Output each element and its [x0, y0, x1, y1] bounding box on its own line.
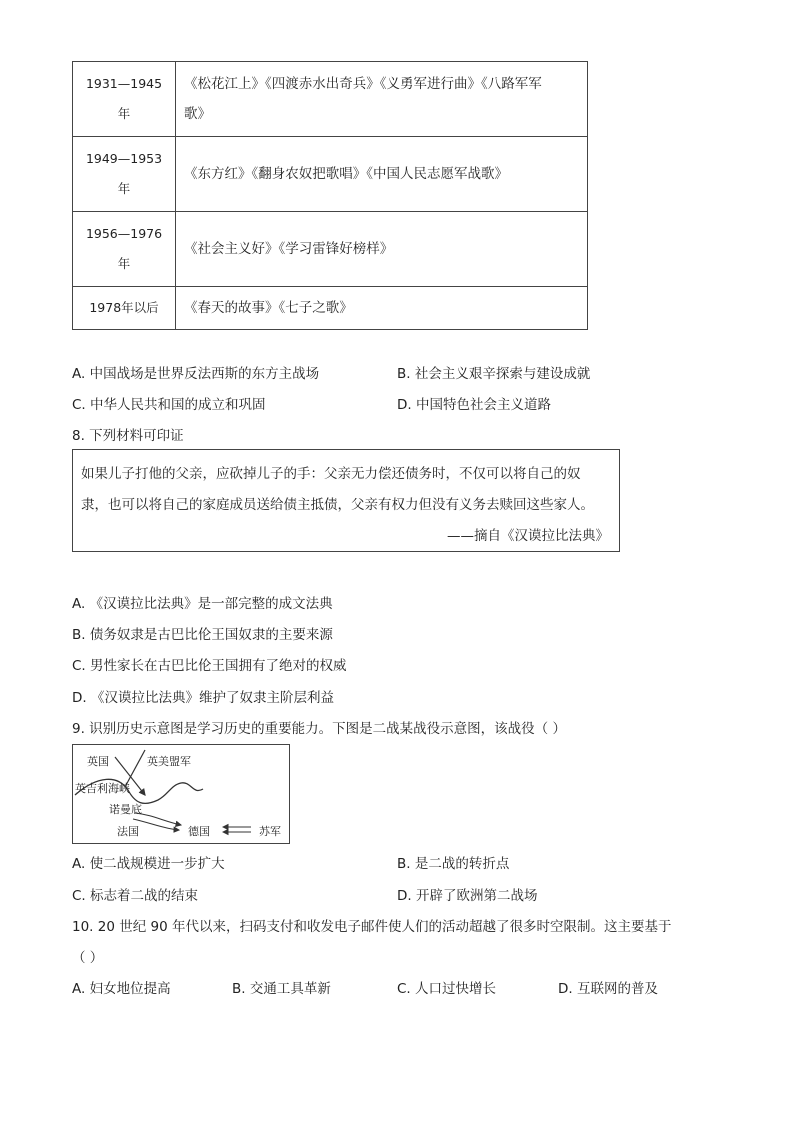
period-cell: [73, 212, 176, 287]
period-cell: [73, 62, 176, 137]
q9-option-b[interactable]: B. 是二战的转折点: [397, 856, 510, 872]
q7-option-a[interactable]: A. 中国战场是世界反法西斯的东方主战场: [72, 366, 320, 382]
songs-cell: [176, 62, 588, 137]
map-label-soviet: 苏军: [259, 825, 281, 838]
songs-cell: [176, 287, 588, 330]
q8-quote-box: [72, 449, 620, 552]
q7-option-d[interactable]: D. 中国特色社会主义道路: [397, 397, 551, 413]
quote-line: 隶，也可以将自己的家庭成员送给债主抵债，父亲有权力但没有义务去赎回这些家人。: [81, 497, 594, 513]
q8-option-a[interactable]: A. 《汉谟拉比法典》是一部完整的成文法典: [72, 596, 333, 612]
table-row: [73, 137, 588, 212]
table-row: [73, 212, 588, 287]
period-text: 年: [117, 256, 131, 271]
q9-stem: 9. 识别历史示意图是学习历史的重要能力。下图是二战某战役示意图，该战役（ ）: [72, 721, 566, 737]
q7-option-c[interactable]: C. 中华人民共和国的成立和巩固: [72, 397, 266, 413]
period-text: 年: [117, 181, 131, 196]
q10-option-a[interactable]: A. 妇女地位提高: [72, 981, 171, 997]
period-cell: [73, 137, 176, 212]
q9-option-a[interactable]: A. 使二战规模进一步扩大: [72, 856, 225, 872]
q8-option-d[interactable]: D. 《汉谟拉比法典》维护了奴隶主阶层利益: [72, 690, 334, 706]
period-text: 1949—1953: [85, 151, 163, 166]
songs-cell: [176, 137, 588, 212]
q8-option-c[interactable]: C. 男性家长在古巴比伦王国拥有了绝对的权威: [72, 658, 347, 674]
q10-option-d[interactable]: D. 互联网的普及: [558, 981, 658, 997]
period-text: 年: [117, 106, 131, 121]
table-row: [73, 62, 588, 137]
map-label-channel: 英吉利海峡: [75, 782, 130, 795]
period-text: 1956—1976: [85, 226, 163, 241]
map-label-uk: 英国: [87, 755, 109, 768]
map-label-normandy: 诺曼底: [109, 803, 142, 816]
map-label-france: 法国: [117, 825, 139, 838]
period-text: 1978年以后: [89, 300, 159, 315]
q10-option-b[interactable]: B. 交通工具革新: [232, 981, 331, 997]
songs-text: 歌》: [184, 106, 211, 122]
q10-stem-blank: （ ）: [72, 950, 104, 966]
q9-option-d[interactable]: D. 开辟了欧洲第二战场: [397, 888, 538, 904]
map-label-allies: 英美盟军: [147, 755, 191, 768]
songs-table: [72, 61, 588, 330]
songs-text: 《松花江上》《四渡赤水出奇兵》《义勇军进行曲》《八路军军: [184, 76, 542, 92]
q10-option-c[interactable]: C. 人口过快增长: [397, 981, 497, 997]
songs-text: 《东方红》《翻身农奴把歌唱》《中国人民志愿军战歌》: [184, 166, 508, 182]
q9-option-c[interactable]: C. 标志着二战的结束: [72, 888, 199, 904]
table-row: [73, 287, 588, 330]
advance-arrow: [133, 819, 179, 830]
period-text: 1931—1945: [85, 76, 163, 91]
q8-option-b[interactable]: B. 债务奴隶是古巴比伦王国奴隶的主要来源: [72, 627, 333, 643]
q7-option-b[interactable]: B. 社会主义艰辛探索与建设成就: [397, 366, 591, 382]
q10-stem: 10. 20 世纪 90 年代以来，扫码支付和收发电子邮件使人们的活动超越了很多时空限制。这主要基于: [72, 919, 672, 935]
songs-cell: [176, 212, 588, 287]
battle-map: [72, 744, 290, 844]
quote-line: 如果儿子打他的父亲，应砍掉儿子的手：父亲无力偿还债务时，不仅可以将自己的奴: [81, 466, 581, 482]
period-cell: [73, 287, 176, 330]
map-label-germany: 德国: [188, 825, 210, 838]
quote-source: ——摘自《汉谟拉比法典》: [447, 528, 609, 544]
songs-text: 《社会主义好》《学习雷锋好榜样》: [184, 241, 394, 257]
q8-stem: 8. 下列材料可印证: [72, 428, 184, 444]
songs-text: 《春天的故事》《七子之歌》: [184, 300, 353, 316]
